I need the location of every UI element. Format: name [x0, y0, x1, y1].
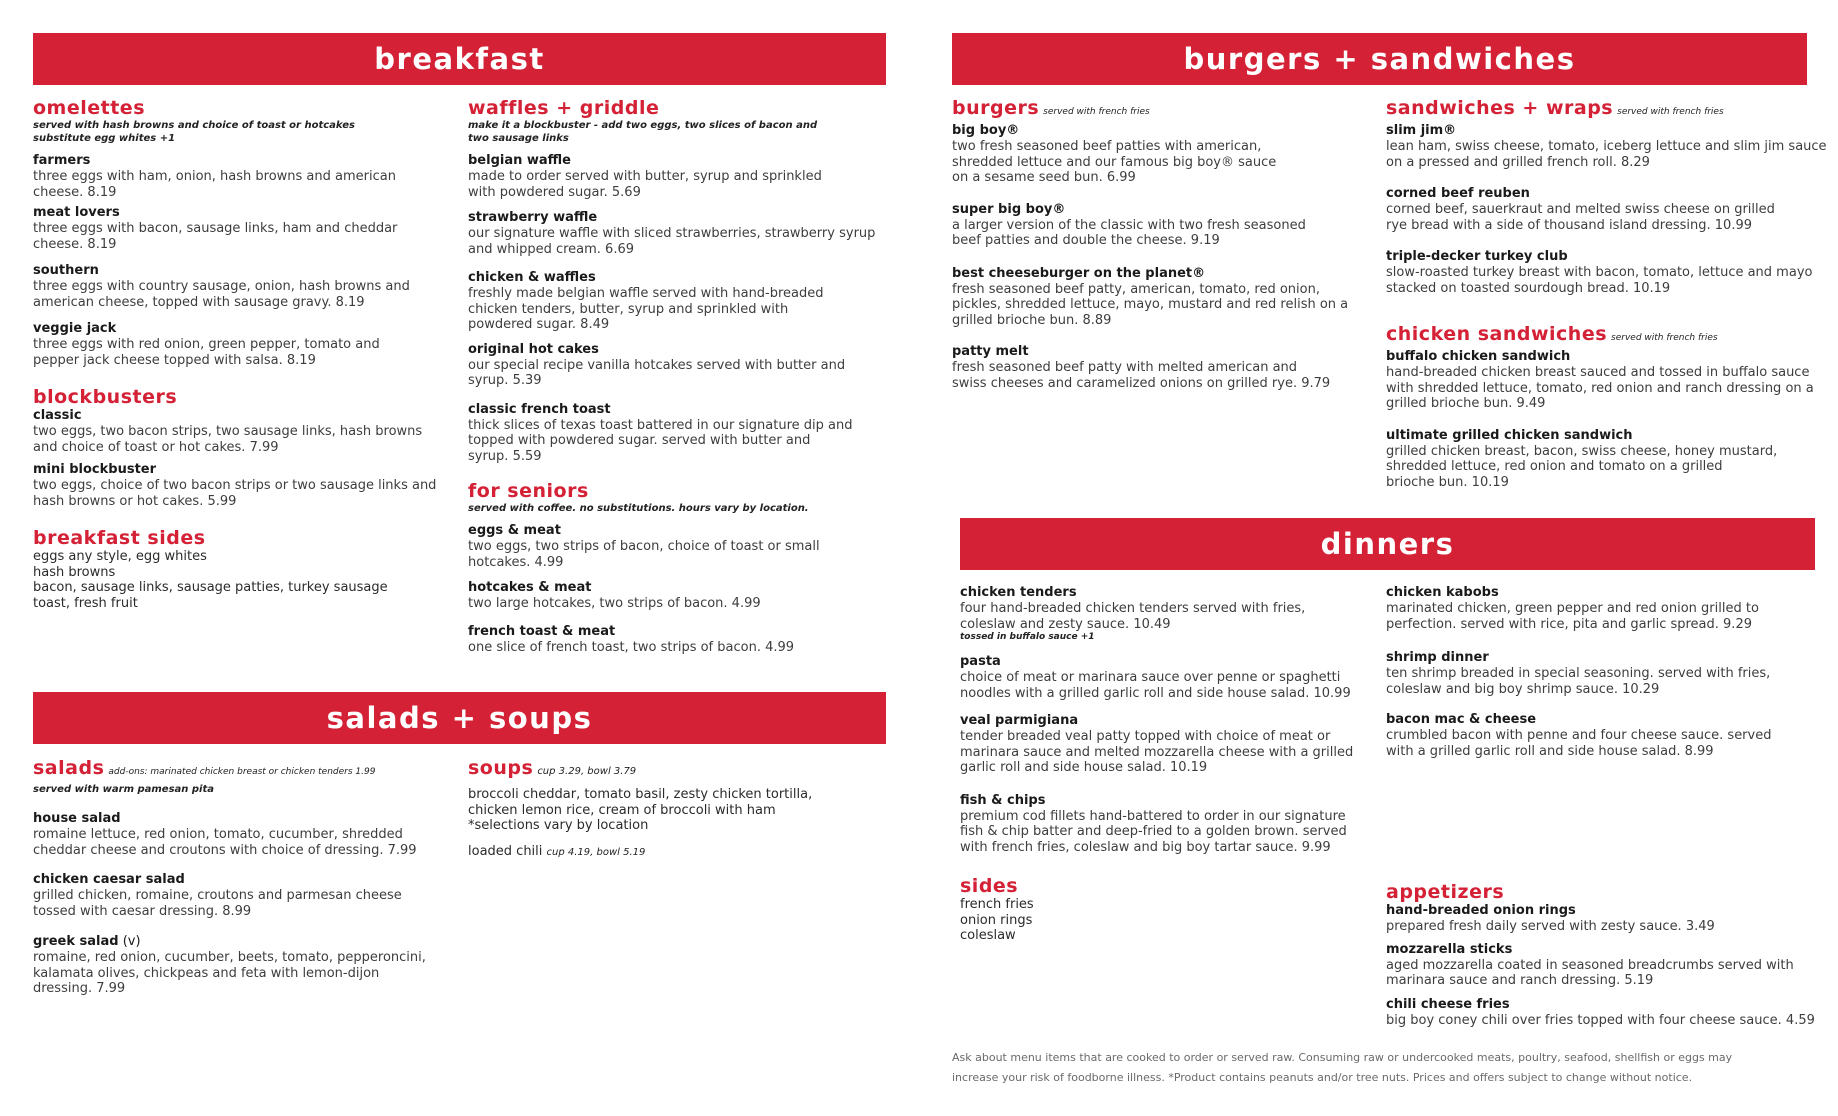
menu-item-mini-blockbuster — [33, 462, 453, 509]
item-desc: three eggs with red onion, green pepper, tomato and — [33, 337, 380, 352]
dinners-right-column — [1386, 585, 1832, 1028]
item-desc: hash browns or hot cakes. 5.99 — [33, 493, 237, 509]
item-desc: powdered sugar. 8.49 — [468, 317, 610, 332]
side-line: toast, fresh fruit — [33, 595, 138, 611]
item-name: triple-decker turkey club — [1386, 249, 1568, 264]
item-desc: our signature waffle with sliced strawberries, strawberry syrup — [468, 226, 876, 241]
side-line: hash browns — [33, 564, 116, 580]
item-desc: tossed with caesar dressing. 8.99 — [33, 903, 252, 919]
item-desc: noodles with a grilled garlic roll and side house salad. 10.99 — [960, 685, 1351, 701]
item-desc: cheese. 8.19 — [33, 184, 117, 200]
item-desc: three eggs with ham, onion, hash browns and american — [33, 169, 396, 184]
item-desc: kalamata olives, chickpeas and feta with lemon-dijon — [33, 965, 380, 981]
item-desc: swiss cheeses and caramelized onions on grilled rye. 9.79 — [952, 375, 1331, 391]
breakfast-banner-title: breakfast — [374, 42, 545, 76]
waffles-note-1: make it a blockbuster - add two eggs, two slices of bacon and — [468, 120, 818, 131]
item-name: veal parmigiana — [960, 713, 1079, 728]
menu-item-patty-melt — [952, 344, 1372, 391]
soups-column — [468, 757, 888, 860]
menu-item-chicken-caesar-salad — [33, 872, 453, 919]
item-desc: grilled brioche bun. 9.49 — [1386, 396, 1546, 411]
item-desc: fresh seasoned beef patty, american, tomato, red onion, — [952, 281, 1320, 297]
item-desc: rye bread with a side of thousand island dressing. 10.99 — [1386, 217, 1752, 233]
dinner-sides-heading: sides — [960, 875, 1019, 897]
side-line: eggs any style, egg whites — [33, 549, 207, 564]
item-desc: with shredded lettuce, tomato, red onion and ranch dressing on a — [1386, 380, 1814, 396]
item-desc: four hand-breaded chicken tenders served with fries, — [960, 601, 1306, 616]
item-name: classic — [33, 408, 82, 423]
loaded-chili-name: loaded chili — [468, 843, 543, 859]
item-desc: beef patties and double the cheese. 9.19 — [952, 233, 1220, 248]
item-desc: cheddar cheese and croutons with choice of dressing. 7.99 — [33, 842, 417, 858]
burgers-heading — [952, 97, 1372, 123]
chicken-sandwiches-heading — [1386, 323, 1832, 349]
item-desc: slow-roasted turkey breast with bacon, tomato, lettuce and mayo — [1386, 265, 1813, 280]
blockbusters-heading: blockbusters — [33, 386, 178, 408]
vegetarian-marker: (v) — [118, 934, 141, 949]
item-desc: american cheese, topped with sausage gravy. 8.19 — [33, 294, 365, 310]
item-name: buffalo chicken sandwich — [1386, 349, 1571, 364]
item-desc: shredded lettuce and our famous big boy® sauce — [952, 154, 1277, 170]
item-desc: perfection. served with rice, pita and garlic spread. 9.29 — [1386, 616, 1752, 632]
menu-item-original-hot-cakes — [468, 342, 888, 389]
menu-item-chicken-waffles — [468, 270, 888, 333]
item-desc: garlic roll and side house salad. 10.19 — [960, 760, 1208, 775]
menu-item-best-cheeseburger — [952, 266, 1372, 329]
item-desc: with a grilled garlic roll and side house salad. 8.99 — [1386, 743, 1714, 759]
item-desc: big boy coney chili over fries topped with four cheese sauce. 4.59 — [1386, 1012, 1815, 1028]
item-name: farmers — [33, 153, 91, 168]
side-line: coleslaw — [960, 928, 1016, 943]
menu-item-mozzarella-sticks — [1386, 942, 1832, 989]
omelettes-note-1: served with hash browns and choice of toast or hotcakes — [33, 120, 355, 131]
burgers-banner-title: burgers + sandwiches — [1183, 42, 1576, 76]
seniors-heading: for seniors — [468, 480, 589, 502]
item-desc: freshly made belgian waffle served with hand-breaded — [468, 286, 824, 301]
item-desc: lean ham, swiss cheese, tomato, iceberg lettuce and slim jim sauce — [1386, 139, 1827, 154]
disclaimer-footer — [952, 1048, 1832, 1088]
disclaimer-line: Ask about menu items that are cooked to order or served raw. Consuming raw or undercooked meats, poultry, seafood, shellfish or eggs may — [952, 1051, 1733, 1064]
menu-item-house-salad — [33, 811, 453, 858]
salads-note: served with warm pamesan pita — [33, 784, 214, 795]
menu-item-super-big-boy — [952, 202, 1372, 249]
soup-line: *selections vary by location — [468, 818, 649, 833]
item-desc: grilled brioche bun. 8.89 — [952, 312, 1112, 328]
item-desc: grilled chicken breast, bacon, swiss cheese, honey mustard, — [1386, 443, 1778, 459]
burgers-banner — [952, 33, 1807, 85]
item-name-text: greek salad — [33, 934, 119, 949]
menu-item-greek-salad — [33, 934, 453, 997]
breakfast-right-column — [468, 97, 888, 655]
item-desc: shredded lettuce, red onion and tomato on a grilled — [1386, 459, 1723, 474]
item-name: meat lovers — [33, 205, 120, 220]
item-name: patty melt — [952, 344, 1029, 359]
menu-item-belgian-waffle — [468, 153, 888, 200]
item-name: southern — [33, 263, 99, 278]
item-desc: stacked on toasted sourdough bread. 10.19 — [1386, 280, 1671, 296]
salads-heading — [33, 757, 453, 783]
item-name: veggie jack — [33, 321, 117, 336]
item-name: shrimp dinner — [1386, 650, 1489, 665]
omelettes-section — [33, 97, 453, 368]
menu-item-slim-jim — [1386, 123, 1832, 170]
item-desc: fresh seasoned beef patty with melted american and — [952, 360, 1298, 375]
item-name: pasta — [960, 654, 1001, 669]
item-name: best cheeseburger on the planet® — [952, 265, 1206, 281]
item-desc: syrup. 5.39 — [468, 373, 542, 388]
menu-item-veal-parmigiana — [960, 713, 1380, 776]
waffles-note-2: two sausage links — [468, 133, 569, 144]
waffles-heading: waffles + griddle — [468, 97, 660, 119]
blockbusters-section — [33, 386, 453, 509]
item-desc: romaine, red onion, cucumber, beets, tomato, pepperoncini, — [33, 950, 426, 965]
side-line: onion rings — [960, 912, 1033, 928]
seniors-section — [468, 480, 888, 655]
menu-item-buffalo-chicken — [1386, 349, 1832, 412]
item-name: hotcakes & meat — [468, 580, 592, 595]
item-desc: two large hotcakes, two strips of bacon. 4.99 — [468, 596, 761, 611]
soup-line: chicken lemon rice, cream of broccoli with ham — [468, 802, 776, 818]
menu-item-french-toast-meat — [468, 624, 888, 656]
menu-item-ultimate-grilled-chicken — [1386, 428, 1832, 491]
item-desc: chicken tenders, butter, syrup and sprinkled with — [468, 301, 789, 317]
item-desc: cheese. 8.19 — [33, 236, 117, 252]
item-desc: syrup. 5.59 — [468, 448, 542, 464]
item-name: big boy® — [952, 123, 1020, 138]
breakfast-sides-section — [33, 527, 453, 611]
item-desc: two fresh seasoned beef patties with american, — [952, 139, 1262, 154]
item-desc: marinara sauce and ranch dressing. 5.19 — [1386, 973, 1654, 988]
menu-item-shrimp-dinner — [1386, 650, 1832, 697]
item-desc: tender breaded veal patty topped with choice of meat or — [960, 729, 1331, 744]
dinners-left-column — [960, 585, 1380, 944]
soups-price-note: cup 3.29, bowl 3.79 — [537, 766, 637, 777]
menu-item-veggie-jack — [33, 321, 453, 368]
dinner-sides-section — [960, 875, 1380, 944]
item-desc: with french fries, coleslaw and big boy tartar sauce. 9.99 — [960, 839, 1331, 855]
item-name: fish & chips — [960, 792, 1046, 808]
item-desc: crumbled bacon with penne and four cheese sauce. served — [1386, 728, 1772, 743]
item-name: house salad — [33, 811, 121, 826]
item-desc: two eggs, choice of two bacon strips or two sausage links and — [33, 478, 437, 493]
item-name: chicken & waffles — [468, 270, 596, 285]
seniors-note: served with coffee. no substitutions. hours vary by location. — [468, 503, 809, 514]
item-desc: grilled chicken, romaine, croutons and parmesan cheese — [33, 888, 402, 903]
item-desc: coleslaw and zesty sauce. 10.49 — [960, 616, 1171, 632]
appetizers-section — [1386, 881, 1832, 1028]
item-desc: coleslaw and big boy shrimp sauce. 10.29 — [1386, 681, 1660, 697]
item-desc: hand-breaded chicken breast sauced and tossed in buffalo sauce — [1386, 365, 1810, 380]
menu-item-big-boy — [952, 123, 1372, 186]
menu-item-eggs-meat — [468, 523, 888, 570]
item-desc: three eggs with country sausage, onion, hash browns and — [33, 279, 410, 294]
item-desc: three eggs with bacon, sausage links, ham and cheddar — [33, 221, 398, 236]
item-desc: pickles, shredded lettuce, mayo, mustard and red relish on a — [952, 297, 1349, 312]
salads-title: salads — [33, 757, 105, 779]
breakfast-banner — [33, 33, 886, 85]
breakfast-left-column — [33, 97, 453, 611]
item-name: mini blockbuster — [33, 462, 157, 477]
sandwiches-heading — [1386, 97, 1832, 123]
item-desc: prepared fresh daily served with zesty sauce. 3.49 — [1386, 919, 1715, 934]
item-name: slim jim® — [1386, 123, 1457, 138]
menu-item-turkey-club — [1386, 249, 1832, 296]
salads-addons-note: add-ons: marinated chicken breast or chicken tenders 1.99 — [108, 767, 376, 777]
item-desc: with powdered sugar. 5.69 — [468, 184, 641, 200]
item-desc: on a pressed and grilled french roll. 8.29 — [1386, 154, 1650, 170]
item-desc: marinated chicken, green pepper and red onion grilled to — [1386, 601, 1759, 616]
chicken-sandwiches-note: served with french fries — [1611, 333, 1718, 343]
item-name: hand-breaded onion rings — [1386, 903, 1576, 918]
soup-line: broccoli cheddar, tomato basil, zesty chicken tortilla, — [468, 787, 813, 802]
appetizers-heading: appetizers — [1386, 881, 1505, 903]
item-desc: one slice of french toast, two strips of bacon. 4.99 — [468, 639, 795, 655]
menu-item-chili-cheese-fries — [1386, 997, 1832, 1029]
item-desc: ten shrimp breaded in special seasoning. served with fries, — [1386, 666, 1771, 681]
item-desc: on a sesame seed bun. 6.99 — [952, 170, 1136, 185]
item-desc: our special recipe vanilla hotcakes served with butter and — [468, 357, 846, 373]
item-name: original hot cakes — [468, 341, 599, 357]
item-name: eggs & meat — [468, 523, 561, 538]
item-name: french toast & meat — [468, 623, 616, 639]
salads-column — [33, 757, 453, 997]
item-name: bacon mac & cheese — [1386, 712, 1537, 727]
dinners-banner — [960, 518, 1815, 570]
menu-item-chicken-tenders — [960, 585, 1380, 642]
disclaimer-line: increase your risk of foodborne illness. *Product contains peanuts and/or tree nuts. Prices and offers subject to change without notice. — [952, 1071, 1693, 1084]
menu-item-bacon-mac-cheese — [1386, 712, 1832, 759]
menu-item-hotcakes-meat — [468, 580, 888, 612]
item-note: tossed in buffalo sauce +1 — [960, 632, 1095, 642]
chicken-sandwiches-section — [1386, 323, 1832, 490]
salads-banner-title: salads + soups — [326, 701, 593, 735]
item-name: classic french toast — [468, 401, 611, 417]
item-desc: two eggs, two strips of bacon, choice of toast or small — [468, 539, 820, 554]
dinners-banner-title: dinners — [1320, 527, 1455, 561]
menu-item-classic — [33, 408, 453, 455]
item-desc: pepper jack cheese topped with salsa. 8.19 — [33, 352, 316, 368]
burgers-title: burgers — [952, 97, 1040, 119]
item-desc: corned beef, sauerkraut and melted swiss cheese on grilled — [1386, 202, 1775, 217]
breakfast-sides-heading: breakfast sides — [33, 527, 206, 549]
chicken-sandwiches-title: chicken sandwiches — [1386, 323, 1608, 345]
menu-item-onion-rings — [1386, 903, 1832, 935]
item-name: ultimate grilled chicken sandwich — [1386, 427, 1633, 443]
item-name: mozzarella sticks — [1386, 941, 1513, 957]
side-line: bacon, sausage links, sausage patties, turkey sausage — [33, 580, 388, 595]
menu-item-meat-lovers — [33, 205, 453, 252]
omelettes-note-2: substitute egg whites +1 — [33, 133, 176, 144]
item-name: chicken kabobs — [1386, 585, 1499, 600]
loaded-chili-price: cup 4.19, bowl 5.19 — [546, 846, 646, 858]
side-line: french fries — [960, 897, 1034, 912]
item-desc: hotcakes. 4.99 — [468, 554, 564, 570]
item-name: strawberry waffle — [468, 210, 598, 225]
sandwiches-title: sandwiches + wraps — [1386, 97, 1614, 119]
item-desc: and whipped cream. 6.69 — [468, 241, 635, 257]
item-desc: choice of meat or marinara sauce over penne or spaghetti — [960, 670, 1341, 685]
item-desc: thick slices of texas toast battered in our signature dip and — [468, 417, 853, 433]
soups-list — [468, 787, 888, 834]
item-desc: a larger version of the classic with two fresh seasoned — [952, 217, 1306, 233]
item-desc: two eggs, two bacon strips, two sausage links, hash browns — [33, 424, 423, 439]
sandwiches-note: served with french fries — [1617, 107, 1724, 117]
item-desc: romaine lettuce, red onion, tomato, cucumber, shredded — [33, 827, 403, 842]
menu-item-chicken-kabobs — [1386, 585, 1832, 632]
omelettes-heading: omelettes — [33, 97, 145, 119]
menu-item-farmers — [33, 153, 453, 200]
item-desc: and choice of toast or hot cakes. 7.99 — [33, 439, 279, 455]
item-name: chicken caesar salad — [33, 872, 185, 887]
waffles-section — [468, 97, 888, 464]
item-name: belgian waffle — [468, 153, 572, 168]
menu-item-southern — [33, 263, 453, 310]
item-desc: marinara sauce and melted mozzarella cheese with a grilled — [960, 744, 1354, 760]
menu-item-strawberry-waffle — [468, 210, 888, 257]
item-desc: fish & chip batter and deep-fried to a golden brown. served — [960, 824, 1347, 839]
item-name: corned beef reuben — [1386, 186, 1530, 201]
salads-banner — [33, 692, 886, 744]
menu-item-classic-french-toast — [468, 402, 888, 465]
item-desc: topped with powdered sugar. served with butter and — [468, 433, 811, 448]
item-desc: premium cod fillets hand-battered to order in our signature — [960, 808, 1346, 824]
sandwiches-column — [1386, 97, 1832, 490]
soups-heading — [468, 757, 888, 783]
item-name — [33, 934, 453, 950]
soups-title: soups — [468, 757, 534, 779]
burgers-column — [952, 97, 1372, 391]
menu-item-pasta — [960, 654, 1380, 701]
item-desc: aged mozzarella coated in seasoned breadcrumbs served with — [1386, 957, 1794, 973]
item-desc: dressing. 7.99 — [33, 981, 126, 996]
item-name: chicken tenders — [960, 585, 1077, 600]
burgers-note: served with french fries — [1043, 107, 1150, 117]
menu-item-fish-chips — [960, 793, 1380, 856]
item-name: chili cheese fries — [1386, 996, 1510, 1012]
item-desc: made to order served with butter, syrup and sprinkled — [468, 169, 822, 184]
item-name: super big boy® — [952, 201, 1066, 217]
loaded-chili — [468, 844, 888, 861]
item-desc: brioche bun. 10.19 — [1386, 474, 1509, 490]
menu-item-corned-beef-reuben — [1386, 186, 1832, 233]
